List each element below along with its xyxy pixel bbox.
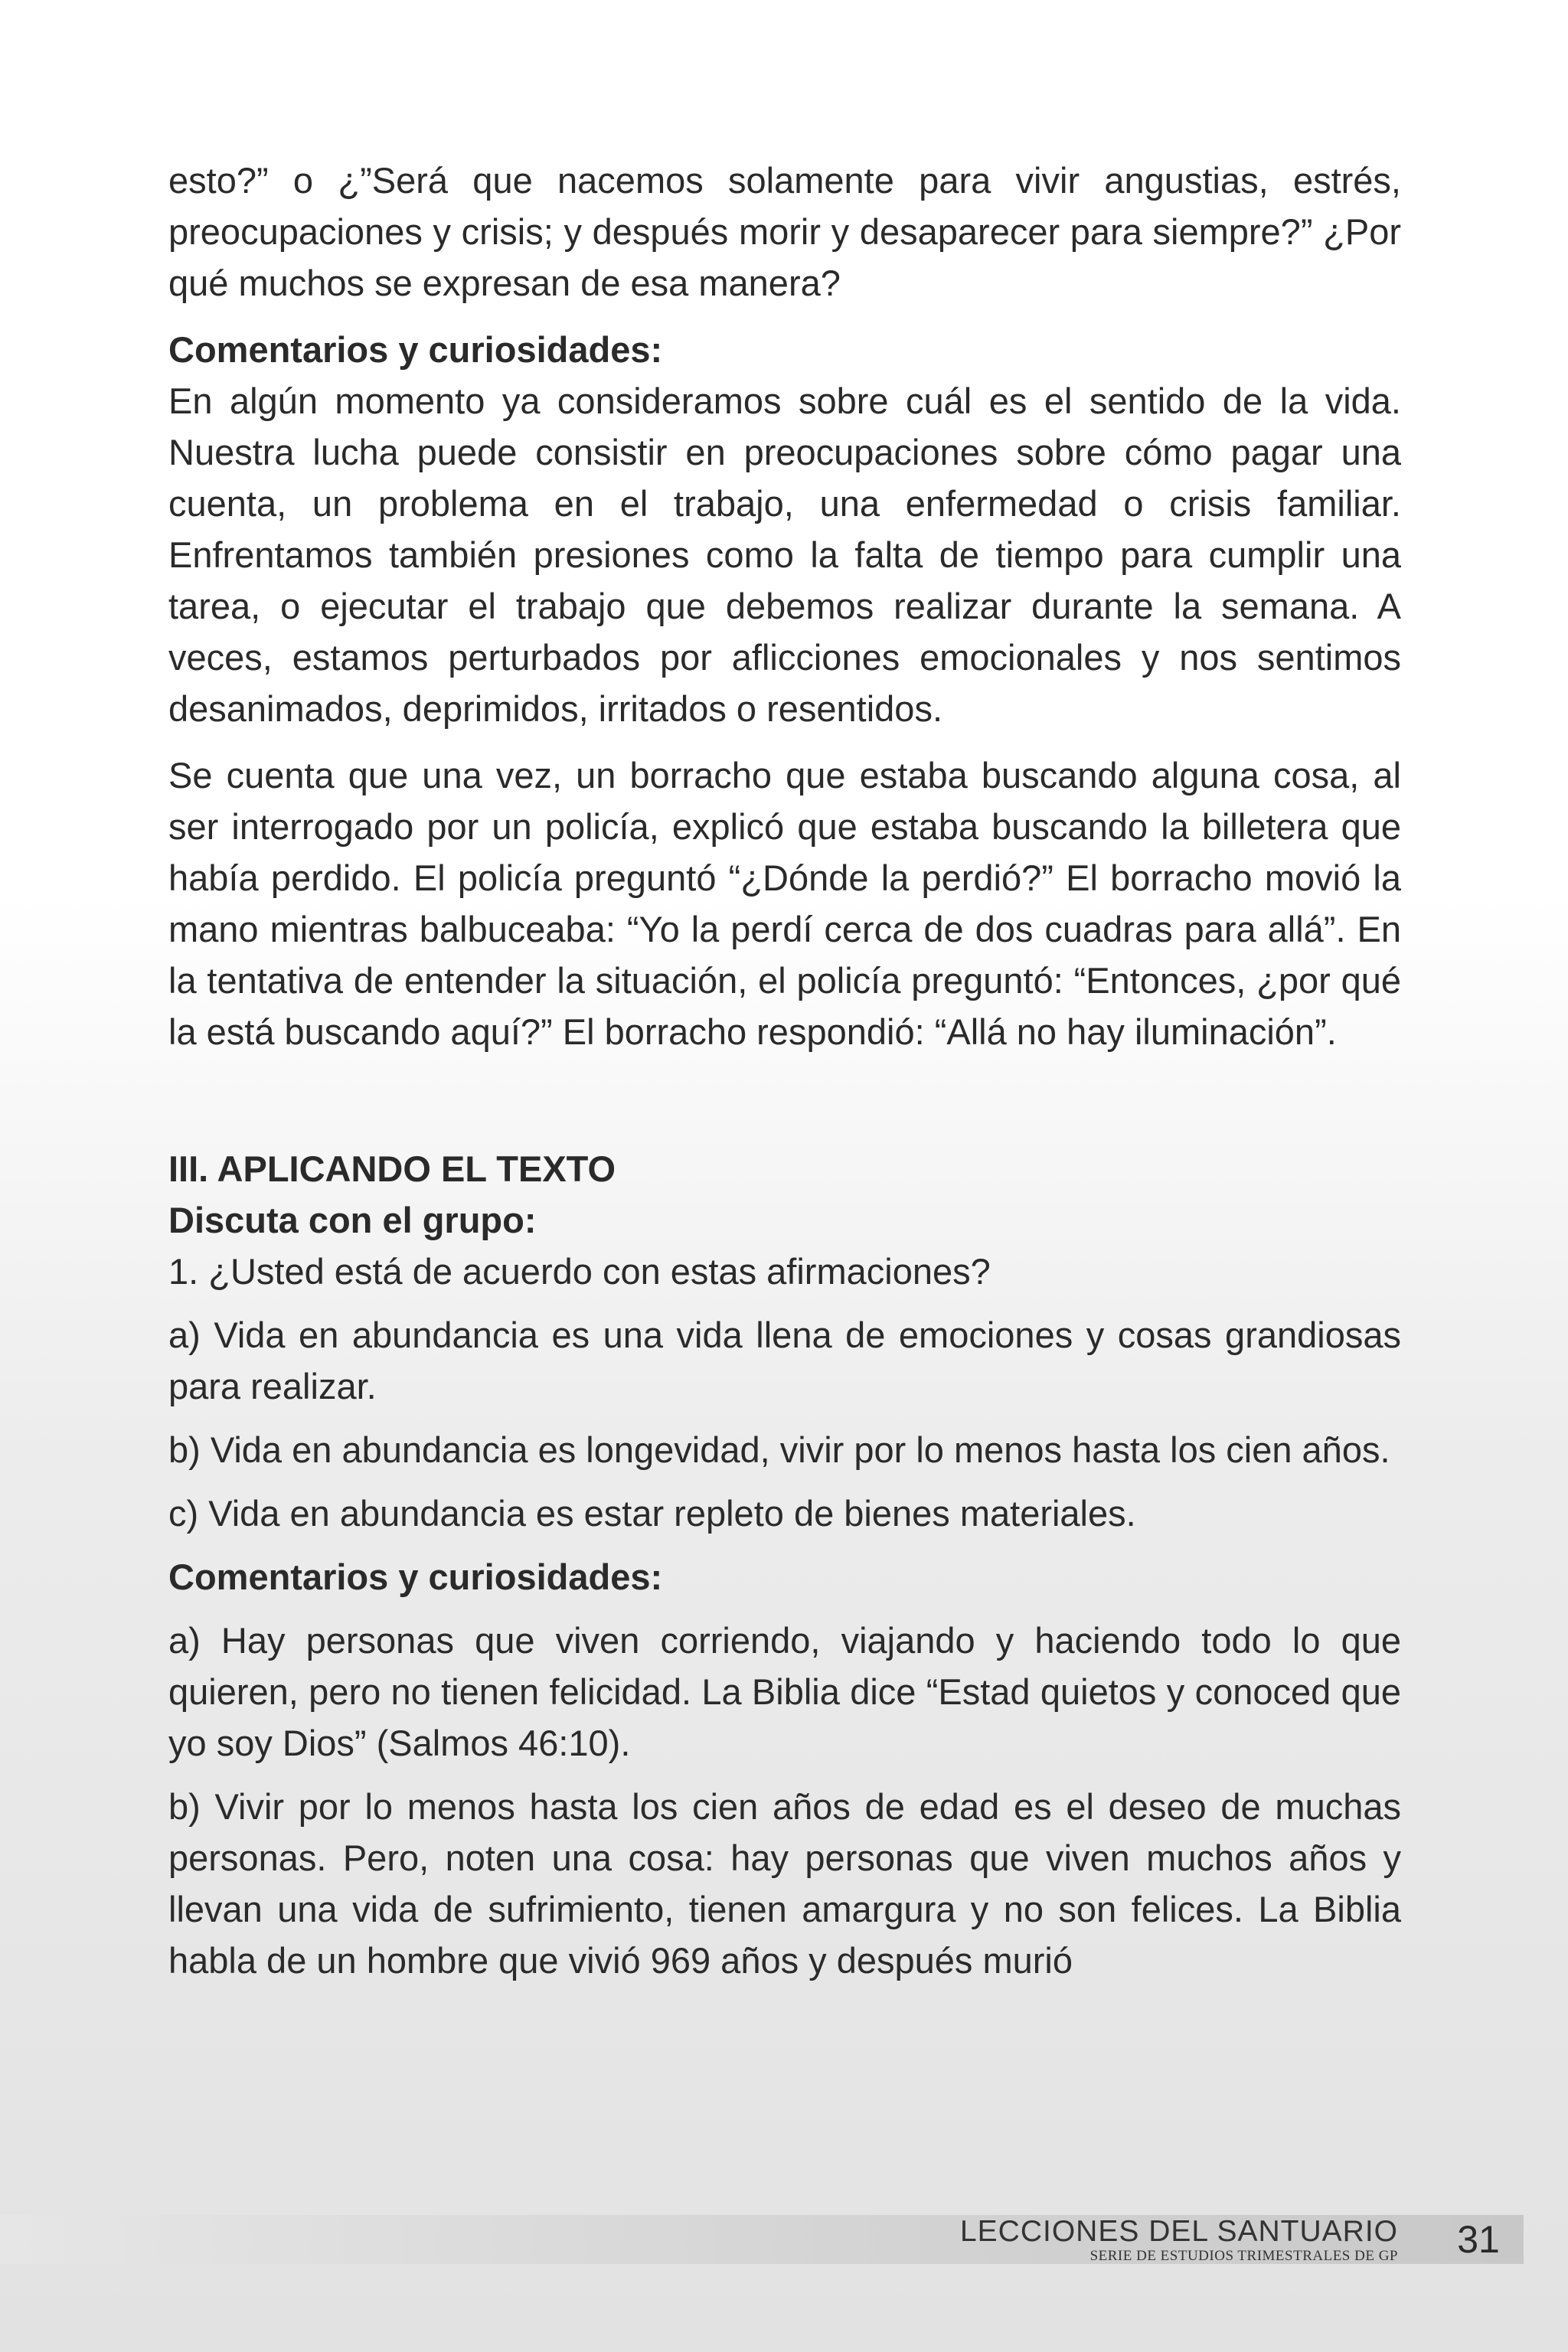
comments-heading: Comentarios y curiosidades: — [168, 329, 663, 370]
section-heading: III. APLICANDO EL TEXTO — [168, 1148, 616, 1189]
comment-b: b) Vivir por lo menos hasta los cien años de edad es el deseo de muchas personas. Pero, noten una cosa: hay personas que viven muchos años y llevan una vida de sufrimiento, tienen amargura y no son felices. La Biblia habla de un hombre que vivió 969 años y después murió — [168, 1786, 1401, 1981]
page-body — [168, 155, 1401, 1986]
comment-a: a) Hay personas que viven corriendo, viajando y haciendo todo lo que quieren, pero no tienen felicidad. La Biblia dice “Estad quietos y conoced que yo soy Dios” (Salmos 46:10). — [168, 1620, 1401, 1763]
option-c: c) Vida en abundancia es estar repleto de bienes materiales. — [168, 1493, 1136, 1534]
footer-title: LECCIONES DEL SANTUARIO — [959, 2215, 1398, 2248]
intro-paragraph: esto?” o ¿”Será que nacemos solamente para vivir angustias, estrés, preocupaciones y crisis; y después morir y desaparecer para siempre?” ¿Por qué muchos se expresan de esa manera? — [168, 160, 1401, 303]
discuss-heading: Discuta con el grupo: — [168, 1200, 537, 1240]
story-paragraph: Se cuenta que una vez, un borracho que estaba buscando alguna cosa, al ser interrogado por un policía, explicó que estaba buscando la billetera que había perdido. El policía preguntó “¿Dónde la perdió?” El borracho movió la mano mientras balbuceaba: “Yo la perdí cerca de dos cuadras para allá”. En la tentativa de entender la situación, el policía preguntó: “Entonces, ¿por qué la está buscando aquí?” El borracho respondió: “Allá no hay iluminación”. — [168, 755, 1401, 1052]
comments-heading-2: Comentarios y curiosidades: — [168, 1557, 663, 1597]
page-number: 31 — [1457, 2218, 1500, 2261]
option-b: b) Vida en abundancia es longevidad, vivir por lo menos hasta los cien años. — [168, 1429, 1390, 1470]
comments-paragraph: En algún momento ya consideramos sobre cuál es el sentido de la vida. Nuestra lucha puede consistir en preocupaciones sobre cómo pagar una cuenta, un problema en el trabajo, una enfermedad o crisis familiar. Enfrentamos también presiones como la falta de tiempo para cumplir una tarea, o ejecutar el trabajo que debemos realizar durante la semana. A veces, estamos perturbados por aflicciones emocionales y nos sentimos desanimados, deprimidos, irritados o resentidos. — [168, 381, 1401, 729]
footer-subtitle: SERIE DE ESTUDIOS TRIMESTRALES DE GP — [1089, 2248, 1398, 2264]
footer-branding — [960, 2215, 1398, 2264]
question-item: 1. ¿Usted está de acuerdo con estas afirmaciones? — [168, 1251, 991, 1292]
option-a: a) Vida en abundancia es una vida llena de emociones y cosas grandiosas para realizar. — [168, 1315, 1401, 1406]
